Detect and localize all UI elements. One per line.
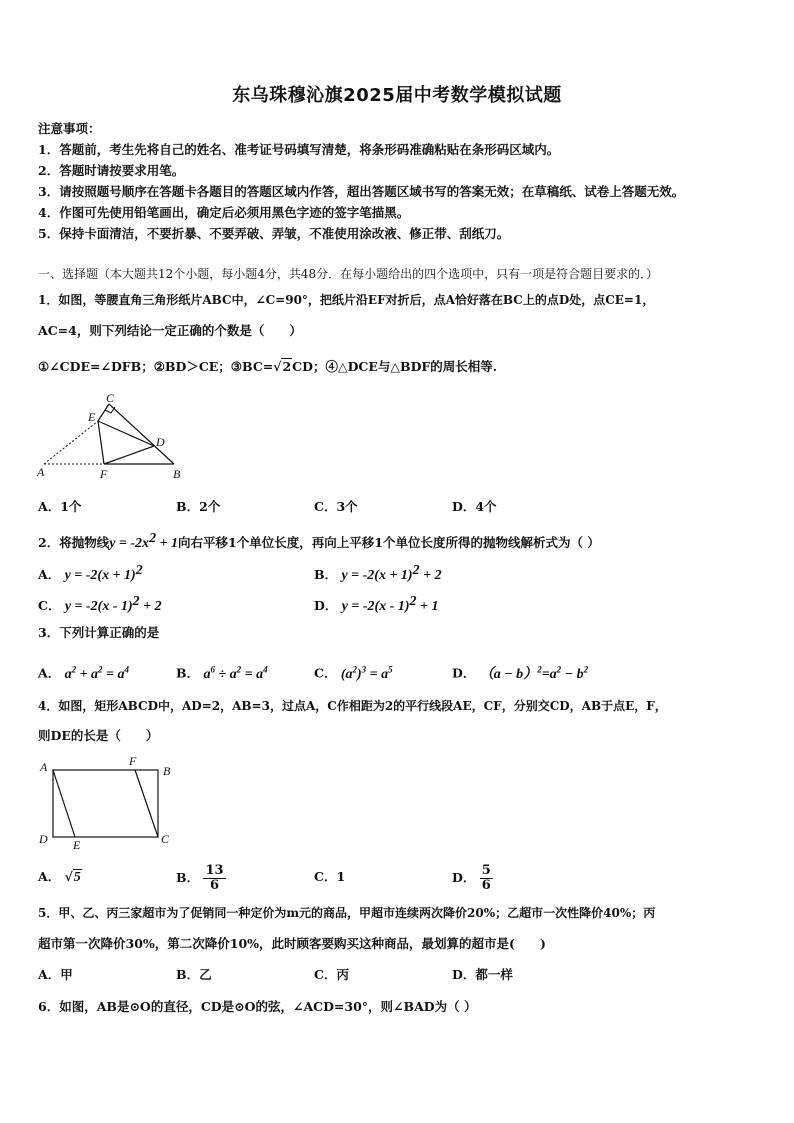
q4-opt-b-fraction: $\frac{13}{6}$: [205, 863, 224, 893]
q4-label-b: B: [163, 764, 171, 778]
q1-label-e: E: [88, 410, 96, 424]
q2-opt-c-exp: 2: [132, 594, 140, 609]
section-heading: 一、选择题（本大题共12个小题，每小题4分，共48分．在每小题给出的四个选项中，只有一项是符合题目要求的．）: [38, 267, 659, 281]
q1-segment-cb: [109, 404, 174, 464]
q5-option-c: C．丙: [314, 967, 349, 982]
q1-option-a: A．1个: [38, 499, 82, 514]
q4-label-f: F: [129, 754, 137, 768]
q2-stem: [38, 531, 600, 552]
notice-item-2: 2．答题时请按要求用笔。: [38, 163, 185, 178]
notice-item-5: 5．保持卡面清洁，不要折暴、不要弄破、弄皱，不准使用涂改液、修正带、刮纸刀。: [38, 226, 510, 241]
q4-option-d: [452, 860, 493, 896]
q3-opt-a-label: A．: [38, 665, 61, 681]
sqrt-icon: √: [64, 869, 73, 884]
q2-opt-b-expr: y = -2(x + 1): [341, 568, 413, 584]
q1-dashed-ae: [44, 421, 98, 464]
q1-option-b: B．2个: [176, 499, 221, 514]
q1-statements: [38, 359, 497, 375]
q1-stem-line2: AC=4，则下列结论一定正确的个数是（ ）: [38, 323, 302, 338]
q3-option-a: A． $a^2 + a^2 = a^4$: [38, 664, 130, 682]
q2-option-d: [314, 594, 439, 615]
q2-opt-d-exp: 2: [409, 594, 417, 609]
q3-opt-c-label: C．: [314, 665, 337, 681]
q5-stem-line2: 超市第一次降价30%，第二次降价10%，此时顾客要购买这种商品，最划算的超市是( ): [38, 936, 546, 951]
q2-stem-math2: + 1: [156, 536, 179, 552]
q1-stem-line1: 1．如图，等腰直角三角形纸片ABC中，∠C=90°，把纸片沿EF对折后，点A恰好落在BC上的点D处，点CE=1，: [38, 293, 655, 307]
q2-option-b: [314, 563, 442, 584]
q1-segment-ed: [98, 421, 154, 446]
q1-option-c: C．3个: [314, 499, 358, 514]
q4-stem-line1: 4．如图，矩形ABCD中，AD=2，AB=3，过点A，C作相距为2的平行线段AE，CF，分别交CD，AB于点E，F，: [38, 699, 667, 713]
q1-option-d: D．4个: [452, 499, 497, 514]
q4-option-c: C．1: [314, 869, 346, 884]
q4-stem-line2: 则DE的长是（ ）: [38, 728, 159, 743]
q1-segment-ef: [98, 421, 104, 464]
q2-opt-c-expr: y = -2(x - 1): [64, 599, 133, 615]
q2-option-c: [38, 594, 162, 615]
q3-stem: 3．下列计算正确的是: [38, 625, 160, 640]
q3-option-d: D． $(a - b)^2=a^2 - b^2$: [452, 664, 589, 682]
q2-stem-exp: 2: [149, 531, 157, 546]
q2-stem-b: 向右平移1个单位长度，再向上平移1个单位长度所得的抛物线解析式为（ ）: [178, 535, 600, 551]
q5-option-b: B．乙: [176, 967, 212, 982]
q1-label-a: A: [37, 465, 45, 479]
q1-sqrt-value: 2: [282, 359, 292, 374]
q1-label-d: D: [156, 435, 165, 449]
q3-option-b: B． $a^6 \div a^2 = a^4$: [176, 664, 268, 682]
q1-segment-ec: [98, 404, 109, 421]
q1-label-b: B: [173, 467, 181, 481]
q2-opt-d-expr: y = -2(x - 1): [341, 599, 410, 615]
q2-option-a: [38, 563, 143, 584]
q1-label-f: F: [100, 467, 108, 481]
q2-opt-d-tail: + 1: [416, 599, 439, 615]
q4-rect-abcd: [53, 770, 158, 837]
q5-option-a: A．甲: [38, 967, 73, 982]
q4-opt-d-fraction: $\frac{5}{6}$: [481, 863, 491, 893]
q5-option-d: D．都一样: [452, 967, 513, 982]
q2-opt-b-tail: + 2: [419, 568, 442, 584]
q2-opt-c-tail: + 2: [139, 599, 162, 615]
q4-opt-a-label: A．: [38, 869, 61, 884]
notice-heading: 注意事项：: [38, 121, 101, 136]
notice-item-4: 4．作图可先使用铅笔画出，确定后必须用黑色字迹的签字笔描黑。: [38, 205, 410, 220]
q2-opt-b-exp: 2: [412, 563, 420, 578]
q4-label-a: A: [40, 760, 48, 774]
q4-opt-b-label: B．: [176, 870, 200, 885]
q1-label-c: C: [106, 391, 115, 405]
q6-stem: 6．如图，AB是⊙O的直径，CD是⊙O的弦，∠ACD=30°，则∠BAD为（ ）: [38, 999, 477, 1014]
q3-option-c: C． $(a^2)^3 = a^5$: [314, 664, 393, 682]
q1-segment-fd: [104, 446, 154, 464]
sqrt-icon: √: [273, 359, 282, 374]
q2-opt-d-label: D．: [314, 598, 338, 614]
q2-opt-c-label: C．: [38, 598, 61, 614]
q2-stem-a: 2．将抛物线: [38, 535, 110, 551]
q3-opt-b-label: B．: [176, 665, 200, 681]
q2-opt-a-exp: 2: [135, 563, 143, 578]
q5-stem-line1: 5．甲、乙、丙三家超市为了促销同一种定价为m元的商品，甲超市连续两次降价20%；乙超市一次性降价40%；丙: [38, 906, 656, 920]
q2-opt-a-label: A．: [38, 567, 61, 583]
q4-rectangle-figure: [36, 754, 181, 852]
q3-opt-d-label: D．: [452, 665, 476, 681]
q2-opt-a-expr: y = -2(x + 1): [64, 568, 136, 584]
q4-label-d: D: [39, 832, 48, 846]
q4-segment-ae: [53, 770, 75, 837]
q4-option-b: [176, 860, 226, 896]
page-title: 东乌珠穆沁旗2025届中考数学模拟试题: [232, 85, 562, 106]
q4-segment-cf: [135, 770, 158, 837]
q4-option-a: [38, 869, 82, 886]
q2-stem-math: y = -2x: [109, 536, 150, 552]
q1-statements-a: ①∠CDE=∠DFB；②BD＞CE；③BC=: [38, 359, 274, 374]
notice-item-3: 3．请按照题号顺序在答题卡各题目的答题区域内作答，超出答题区域书写的答案无效；在草稿纸、试卷上答题无效。: [38, 184, 685, 199]
notice-item-1: 1．答题前，考生先将自己的姓名、准考证号码填写清楚，将条形码准确粘贴在条形码区域内。: [38, 142, 560, 157]
q4-label-c: C: [161, 832, 170, 846]
q2-opt-b-label: B．: [314, 567, 338, 583]
q4-opt-d-label: D．: [452, 870, 476, 885]
q1-triangle-figure: [36, 391, 186, 484]
q1-statements-b: CD；④△DCE与△BDF的周长相等.: [292, 359, 498, 374]
q4-label-e: E: [73, 838, 81, 852]
q4-opt-a-value: 5: [73, 870, 81, 885]
